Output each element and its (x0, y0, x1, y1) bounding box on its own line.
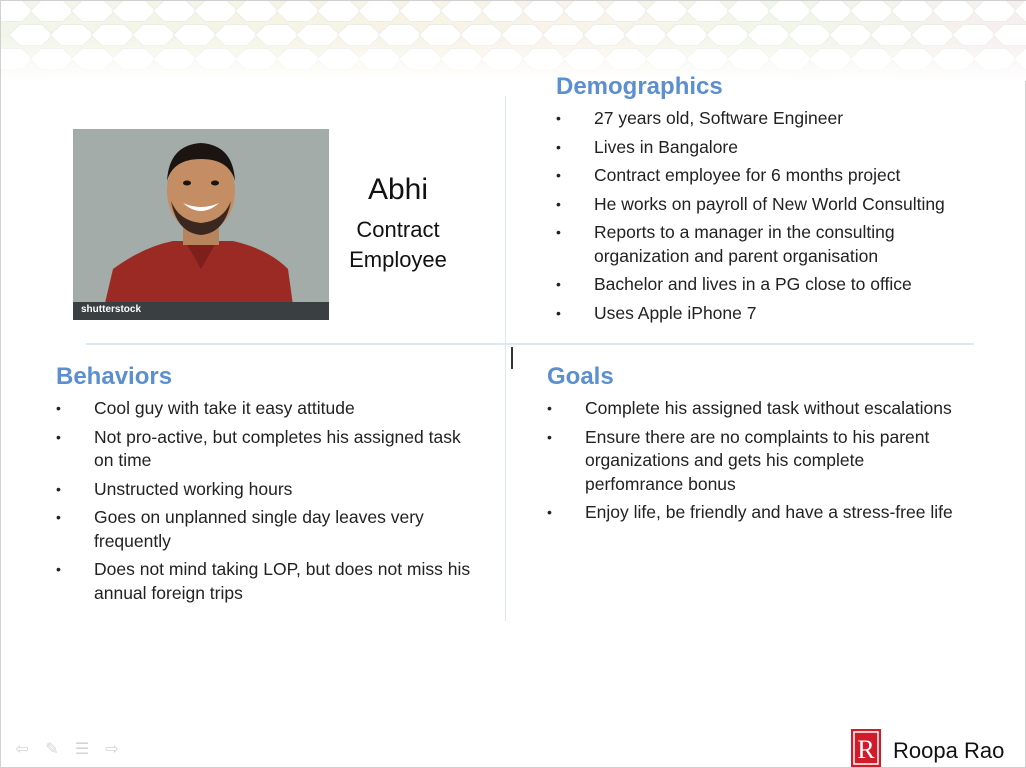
goals-list (547, 397, 997, 530)
hexagon-header-decoration (1, 1, 1026, 81)
author-logo-icon (851, 729, 881, 767)
demographics-item: • Uses Apple iPhone 7 (556, 302, 757, 323)
behaviors-item: • Cool guy with take it easy attitude (56, 398, 355, 418)
next-slide-icon[interactable]: ⇨ (105, 739, 119, 758)
persona-photo (73, 129, 329, 320)
behaviors-heading: Behaviors (56, 363, 173, 390)
text-cursor (511, 347, 513, 369)
slideshow-controls (11, 739, 141, 759)
persona-role-line-1: Contract (356, 217, 440, 242)
goals-item: • Complete his assigned task without escalations (547, 398, 952, 418)
persona-role (337, 215, 459, 275)
svg-text:R: R (857, 735, 875, 764)
horizontal-divider (86, 343, 974, 345)
demographics-item: • He works on payroll of New World Consulting (556, 193, 945, 214)
demographics-item: • 27 years old, Software Engineer (556, 108, 844, 128)
watermark-text: shutterstock (81, 304, 142, 315)
watermark-bar (73, 302, 329, 320)
demographics-item: • Contract employee for 6 months project (556, 165, 901, 185)
menu-icon[interactable]: ☰ (74, 739, 90, 758)
goals-item: • Ensure there are no complaints to his parent organizations and gets his complete perfomrance bonus (547, 426, 930, 494)
goals-item: • Enjoy life, be friendly and have a stress-free life (547, 502, 953, 522)
behaviors-item: • Does not mind taking LOP, but does not miss his annual foreign trips (56, 559, 471, 603)
behaviors-list (56, 397, 496, 610)
pen-icon[interactable]: ✎ (45, 739, 59, 758)
demographics-item: • Reports to a manager in the consulting organization and parent organisation (556, 222, 895, 266)
vertical-divider (505, 96, 506, 621)
behaviors-item: • Unstructed working hours (56, 478, 293, 499)
demographics-item: • Lives in Bangalore (556, 136, 738, 157)
behaviors-item: • Not pro-active, but completes his assigned task on time (56, 426, 461, 470)
persona-role-line-2: Employee (349, 247, 447, 272)
previous-slide-icon[interactable]: ⇦ (15, 739, 29, 758)
author-name: Roopa Rao (893, 738, 1005, 763)
demographics-list (556, 107, 996, 330)
persona-name: Abhi (367, 173, 429, 206)
behaviors-item: • Goes on unplanned single day leaves very frequently (56, 507, 424, 551)
demographics-heading: Demographics (556, 73, 723, 100)
demographics-item: • Bachelor and lives in a PG close to office (556, 274, 912, 294)
goals-heading: Goals (547, 363, 614, 390)
